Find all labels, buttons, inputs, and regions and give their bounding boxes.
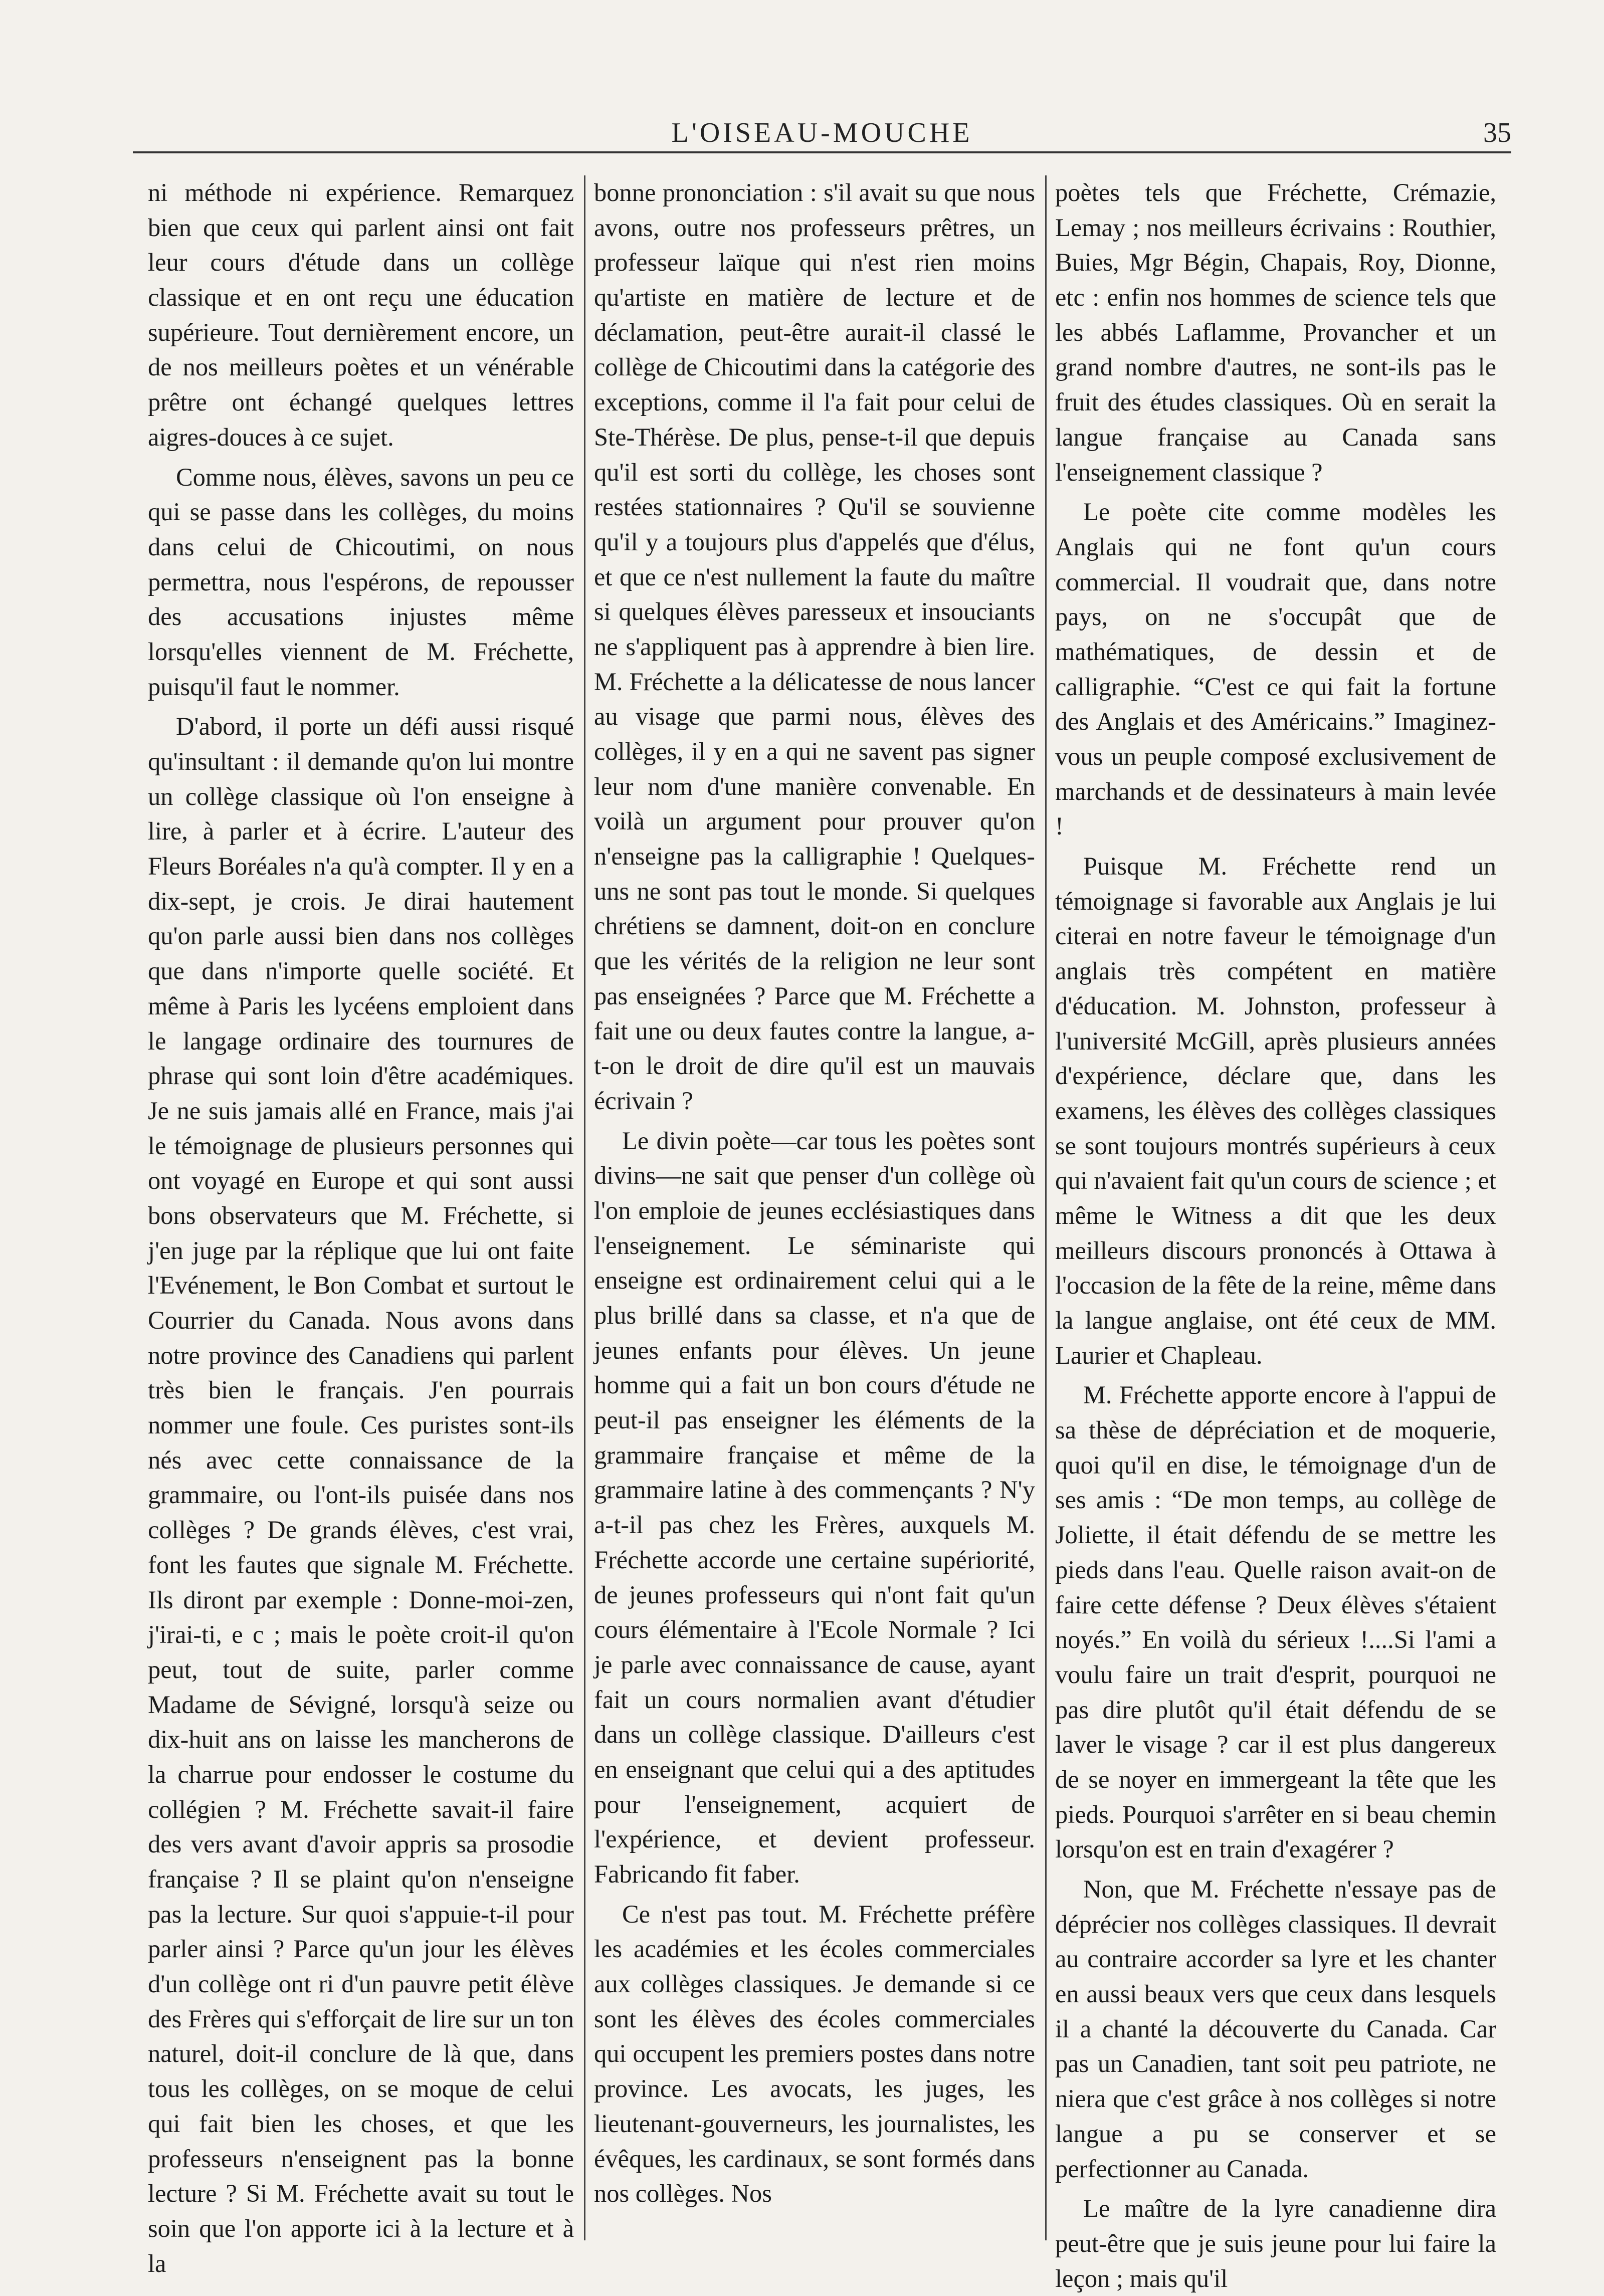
- paragraph: ni méthode ni expérience. Remarquez bien que ceux qui parlent ainsi ont fait leur cours d'étude dans un collège classique et en ont reçu une éducation supérieure. Tout dernièrement encore, un de nos meilleurs poètes et un vénérable prêtre ont échangé quelques lettres aigres-douces à ce sujet.: [148, 178, 574, 451]
- paragraph: bonne prononciation : s'il avait su que nous avons, outre nos professeurs prêtres, un professeur laïque qui n'est rien moins qu'artiste en matière de lecture et de déclamation, peut-être aurait-il classé le collège de Chicoutimi dans la catégorie des exceptions, comme il l'a fait pour celui de Ste-Thérèse. De plus, pense-t-il que depuis qu'il est sorti du collège, les choses sont restées stationnaires ? Qu'il se souvienne qu'il y a toujours plus d'appelés que d'élus, et que ce n'est nullement la faute du maître si quelques élèves paresseux et insouciants ne s'appliquent pas à apprendre à bien lire. M. Fréchette a la délicatesse de nous lancer au visage que parmi nous, élèves des collèges, il y en a qui ne savent pas signer leur nom d'une manière convenable. En voilà un argument pour prouver qu'on n'enseigne pas la calligraphie ! Quelques-uns ne sont pas tout le monde. Si quelques chrétiens se damnent, doit-on en conclure que les vérités de la religion ne leur sont pas enseignées ? Parce que M. Fréchette a fait une ou deux fautes contre la langue, a-t-on le droit de dire qu'il est un mauvais écrivain ?: [594, 178, 1035, 1115]
- paragraph: Puisque M. Fréchette rend un témoignage si favorable aux Anglais je lui citerai en notre faveur le témoignage d'un anglais très compétent en matière d'éducation. M. Johnston, professeur à l'université McGill, après plusieurs années d'expérience, déclare que, dans les examens, les élèves des collèges classiques se sont toujours montrés supérieurs à ceux qui n'avaient fait qu'un cours de science ; et même le Witness a dit que les deux meilleurs discours prononcés à Ottawa à l'occasion de la fête de la reine, même dans la langue anglaise, ont été ceux de MM. Laurier et Chapleau.: [1055, 852, 1496, 1369]
- header-rule: [133, 151, 1511, 153]
- column-divider: [584, 175, 585, 2240]
- paragraph: Ce n'est pas tout. M. Fréchette préfère les académies et les écoles commerciales aux collèges classiques. Je demande si ce sont les élèves des écoles commerciales qui occupent les premiers postes dans notre province. Les avocats, les juges, les lieutenant-gouverneurs, les journalistes, les évêques, les cardinaux, se sont formés dans nos collèges. Nos: [594, 1900, 1035, 2208]
- paragraph: poètes tels que Fréchette, Crémazie, Lemay ; nos meilleurs écrivains : Routhier, Buies, Mgr Bégin, Chapais, Roy, Dionne, etc : enfin nos hommes de science tels que les abbés Laflamme, Provancher et un grand nombre d'autres, ne sont-ils pas le fruit des études classiques. Où en serait la langue française au Canada sans l'enseignement classique ?: [1055, 178, 1496, 486]
- paragraph: Non, que M. Fréchette n'essaye pas de déprécier nos collèges classiques. Il devrait au contraire accorder sa lyre et les chanter en aussi beaux vers que ceux dans lesquels il a chanté la découverte du Canada. Car pas un Canadien, tant soit peu patriote, ne niera que c'est grâce à nos collèges si notre langue a pu se conserver et se perfectionner au Canada.: [1055, 1875, 1496, 2183]
- paragraph: Le poète cite comme modèles les Anglais qui ne font qu'un cours commercial. Il voudrait que, dans notre pays, on ne s'occupât que de mathématiques, de dessin et de calligraphie. “C'est ce qui fait la fortune des Anglais et des Américains.” Imaginez-vous un peuple composé exclusivement de marchands et de dessinateurs à main levée !: [1055, 498, 1496, 841]
- running-title: L'OISEAU-MOUCHE: [671, 117, 973, 148]
- paragraph: Le maître de la lyre canadienne dira peut-être que je suis jeune pour lui faire la leçon ; mais qu'il: [1055, 2194, 1496, 2292]
- text-column-3: [1055, 175, 1496, 2292]
- paragraph: Comme nous, élèves, savons un peu ce qui se passe dans les collèges, du moins dans celui de Chicoutimi, on nous permettra, nous l'espérons, de repousser des accusations injustes même lorsqu'elles viennent de M. Fréchette, puisqu'il faut le nommer.: [148, 463, 574, 701]
- page-header: [133, 113, 1511, 153]
- page-number: 35: [1483, 117, 1511, 148]
- column-divider: [1045, 175, 1047, 2240]
- text-column-2: [594, 175, 1035, 2240]
- paragraph: M. Fréchette apporte encore à l'appui de sa thèse de dépréciation et de moquerie, quoi qu'il en dise, le témoignage d'un de ses amis : “De mon temps, au collège de Joliette, il était défendu de se mettre les pieds dans l'eau. Quelle raison avait-on de faire cette défense ? Deux élèves s'étaient noyés.” En voilà du sérieux !....Si l'ami a voulu faire un trait d'esprit, pourquoi ne pas dire plutôt qu'il était défendu de se laver le visage ? car il est plus dangereux de se noyer en immergeant la tête que les pieds. Pourquoi s'arrêter en si beau chemin lorsqu'on est en train d'exagérer ?: [1055, 1381, 1496, 1863]
- paragraph: D'abord, il porte un défi aussi risqué qu'insultant : il demande qu'on lui montre un collège classique où l'on enseigne à lire, à parler et à écrire. L'auteur des Fleurs Boréales n'a qu'à compter. Il y en a dix-sept, je crois. Je dirai hautement qu'on parle aussi bien dans nos collèges que dans n'importe quelle société. Et même à Paris les lycéens emploient dans le langage ordinaire des tournures de phrase qui sont loin d'être académiques. Je ne suis jamais allé en France, mais j'ai le témoignage de plusieurs personnes qui ont voyagé en Europe et qui sont aussi bons observateurs que M. Fréchette, si j'en juge par la réplique que lui ont faite l'Evénement, le Bon Combat et surtout le Courrier du Canada. Nous avons dans notre province des Canadiens qui parlent très bien le français. J'en pourrais nommer une foule. Ces puristes sont-ils nés avec cette connaissance de la grammaire, ou l'ont-ils puisée dans nos collèges ? De grands élèves, c'est vrai, font les fautes que signale M. Fréchette. Ils diront par exemple : Donne-moi-zen, j'irai-ti, e c ; mais le poète croit-il qu'on peut, tout de suite, parler comme Madame de Sévigné, lorsqu'à seize ou dix-huit ans on laisse les mancherons de la charrue pour endosser le costume du collégien ? M. Fréchette savait-il faire des vers avant d'avoir appris sa prosodie française ? Il se plaint qu'on n'enseigne pas la lecture. Sur quoi s'appuie-t-il pour parler ainsi ? Parce qu'un jour les élèves d'un collège ont ri d'un pauvre petit élève des Frères qui s'efforçait de lire sur un ton naturel, doit-il conclure de là que, dans tous les collèges, on se moque de celui qui fait bien les choses, et que les professeurs n'enseignent pas la bonne lecture ? Si M. Fréchette avait su tout le soin que l'on apporte ici à la lecture et à la: [148, 712, 574, 2277]
- paragraph: Le divin poète—car tous les poètes sont divins—ne sait que penser d'un collège où l'on emploie de jeunes ecclésiastiques dans l'enseignement. Le séminariste qui enseigne est ordinairement celui qui a le plus brillé dans sa classe, et n'a que de jeunes enfants pour élèves. Un jeune homme qui a fait un bon cours d'étude ne peut-il pas enseigner les éléments de la grammaire française et même de la grammaire latine à des commençants ? N'y a-t-il pas chez les Frères, auxquels M. Fréchette accorde une certaine supériorité, de jeunes professeurs qui n'ont fait qu'un cours élémentaire à l'Ecole Normale ? Ici je parle avec connaissance de cause, ayant fait un cours normalien avant d'étudier dans un collège classique. D'ailleurs c'est en enseignant que celui qui a des aptitudes pour l'enseignement, acquiert de l'expérience, et devient professeur. Fabricando fit faber.: [594, 1126, 1035, 1888]
- text-column-1: [148, 175, 574, 2277]
